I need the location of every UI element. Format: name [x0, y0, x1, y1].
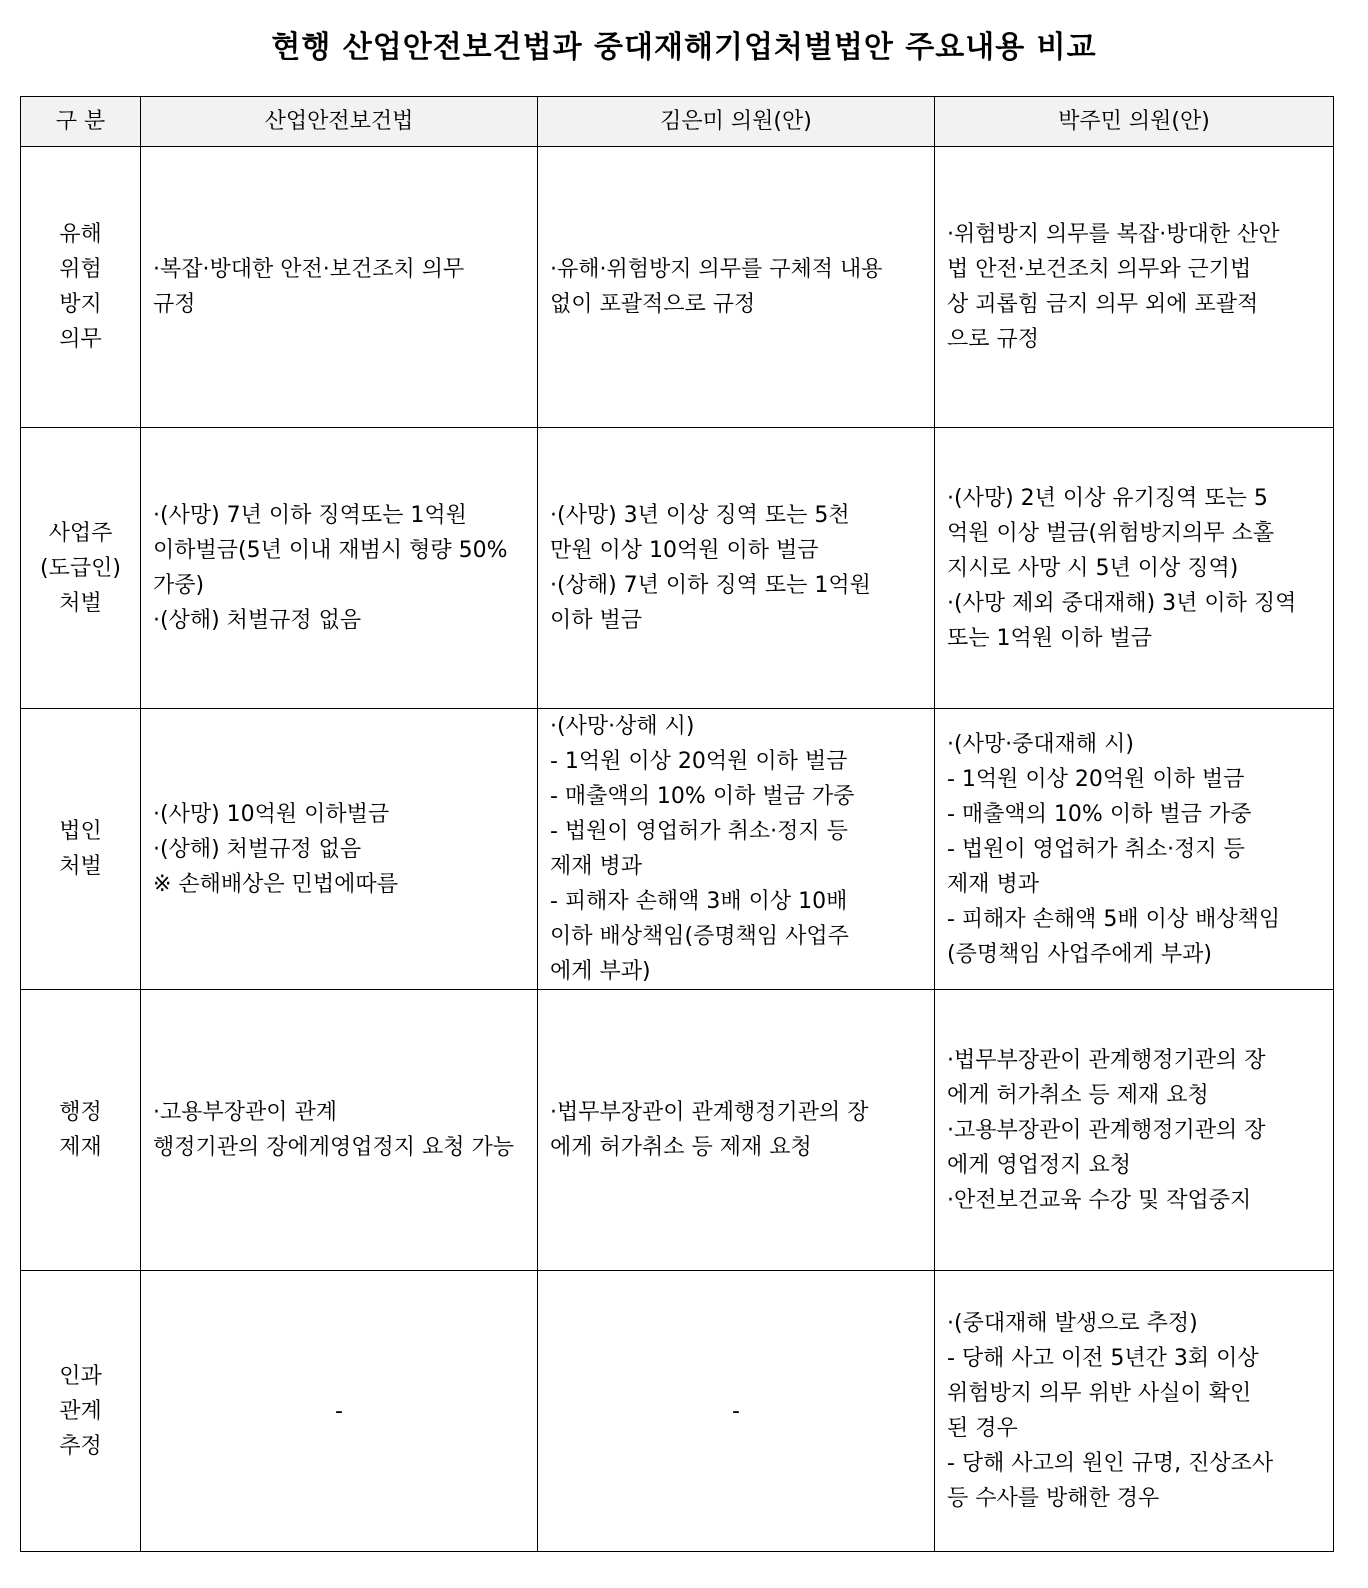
current-law-cell — [141, 990, 538, 1271]
row-label — [21, 990, 141, 1271]
cell-text-line: 제재 병과 — [947, 871, 1040, 897]
cell-text-line: 에게 허가취소 등 제재 요청 — [550, 1135, 812, 1160]
cell-text-line: ※ 손해배상은 민법에따름 — [153, 871, 398, 897]
row-label — [21, 428, 141, 709]
cell-text-line: ·(사망) 10억원 이하벌금 — [153, 801, 390, 827]
cell-text-line: 에게 허가취소 등 제재 요청 — [947, 1082, 1209, 1108]
cell-text-line: 이하벌금(5년 이내 재범시 형량 50% — [153, 538, 508, 563]
row-label-line: 처벌 — [59, 854, 102, 879]
cell-text-line: ·(사망) 7년 이하 징역또는 1억원 — [153, 503, 467, 528]
cell-text-line: ·(중대재해 발생으로 추정) — [947, 1311, 1198, 1336]
cell-text-line: (증명책임 사업주에게 부과) — [947, 941, 1212, 967]
park-bill-cell — [935, 709, 1334, 990]
header-category: 구 분 — [21, 97, 141, 147]
current-law-cell — [141, 428, 538, 709]
cell-text-line: - 매출액의 10% 이하 벌금 가중 — [947, 801, 1252, 827]
cell-text-line: ·(사망) 3년 이상 징역 또는 5천 — [550, 503, 850, 528]
cell-text-line: - 1억원 이상 20억원 이하 벌금 — [947, 766, 1245, 792]
park-bill-cell — [935, 147, 1334, 428]
header-current-law: 산업안전보건법 — [141, 97, 538, 147]
row-label-line: 의무 — [59, 327, 102, 352]
table-row-hazard-prevention-duty — [21, 147, 1334, 428]
row-label-line: (도급인) — [40, 555, 121, 581]
current-law-cell — [141, 709, 538, 990]
kim-bill-cell — [538, 428, 935, 709]
table-body — [21, 147, 1334, 1552]
cell-text-line: 없이 포괄적으로 규정 — [550, 292, 756, 317]
row-label-line: 제재 — [59, 1135, 102, 1160]
table-row-administrative-sanction — [21, 990, 1334, 1271]
cell-text-line: 제재 병과 — [550, 854, 643, 879]
kim-bill-cell — [538, 147, 935, 428]
header-kim-bill: 김은미 의원(안) — [538, 97, 935, 147]
cell-text-line: ·(사망·중대재해 시) — [947, 731, 1134, 757]
row-label — [21, 147, 141, 428]
cell-text-line: ·유해·위험방지 의무를 구체적 내용 — [550, 257, 883, 282]
cell-text-line: ·(사망 제외 중대재해) 3년 이하 징역 — [947, 590, 1297, 616]
cell-text-line: 된 경우 — [947, 1416, 1018, 1441]
cell-text-line: 에게 부과) — [550, 959, 651, 984]
row-label-line: 행정 — [59, 1100, 102, 1125]
row-label — [21, 1271, 141, 1552]
cell-text-line: 또는 1억원 이하 벌금 — [947, 625, 1152, 651]
cell-text-line: 가중) — [153, 573, 205, 598]
cell-text-line: 만원 이상 10억원 이하 벌금 — [550, 538, 819, 563]
row-label-line: 처벌 — [59, 590, 102, 616]
cell-text-line: - 당해 사고 이전 5년간 3회 이상 — [947, 1346, 1259, 1371]
cell-text-line: - 피해자 손해액 5배 이상 배상책임 — [947, 906, 1281, 932]
cell-text-line: 행정기관의 장에게영업정지 요청 가능 — [153, 1135, 515, 1160]
cell-text-line: 규정 — [153, 292, 196, 317]
row-label-line: 법인 — [59, 819, 102, 844]
cell-text-line: ·(사망·상해 시) — [550, 714, 695, 739]
park-bill-cell — [935, 990, 1334, 1271]
row-label — [21, 709, 141, 990]
row-label-line: 위험 — [59, 257, 102, 282]
cell-text-line: ·(상해) 처벌규정 없음 — [153, 608, 362, 633]
cell-text-line: ·법무부장관이 관계행정기관의 장 — [947, 1047, 1266, 1073]
cell-text-line: 에게 영업정지 요청 — [947, 1152, 1132, 1178]
cell-text-line: - 법원이 영업허가 취소·정지 등 — [550, 819, 848, 844]
kim-bill-cell — [538, 709, 935, 990]
table-row-causation-presumption — [21, 1271, 1334, 1552]
cell-text-line: - — [335, 1398, 343, 1424]
cell-text-line: - 피해자 손해액 3배 이상 10배 — [550, 889, 848, 914]
cell-text-line: 등 수사를 방해한 경우 — [947, 1486, 1160, 1511]
row-label-line: 인과 — [59, 1363, 102, 1389]
table-row-corporate-punishment — [21, 709, 1334, 990]
cell-text-line: 이하 배상책임(증명책임 사업주 — [550, 924, 849, 949]
cell-text-line: ·법무부장관이 관계행정기관의 장 — [550, 1100, 869, 1125]
cell-text-line: 이하 벌금 — [550, 608, 643, 633]
cell-text-line: ·위험방지 의무를 복잡·방대한 산안 — [947, 222, 1280, 247]
cell-text-line: - 매출액의 10% 이하 벌금 가중 — [550, 784, 855, 809]
cell-text-line: 상 괴롭힘 금지 의무 외에 포괄적 — [947, 292, 1259, 317]
row-label-line: 사업주 — [48, 520, 113, 546]
cell-text-line: ·복잡·방대한 안전·보건조치 의무 — [153, 257, 465, 282]
cell-text-line: ·(상해) 7년 이하 징역 또는 1억원 — [550, 573, 871, 598]
cell-text-line: 억원 이상 벌금(위험방지의무 소홀 — [947, 520, 1275, 546]
kim-bill-cell — [538, 990, 935, 1271]
table-header-row — [21, 97, 1334, 147]
cell-text-line: 위험방지 의무 위반 사실이 확인 — [947, 1381, 1252, 1406]
row-label-line: 관계 — [59, 1398, 102, 1424]
table-row-employer-punishment — [21, 428, 1334, 709]
cell-text-line: ·안전보건교육 수강 및 작업중지 — [947, 1187, 1252, 1213]
row-label-line: 유해 — [59, 222, 102, 247]
cell-text-line: ·(사망) 2년 이상 유기징역 또는 5 — [947, 485, 1268, 511]
comparison-table — [20, 96, 1334, 1552]
current-law-cell — [141, 147, 538, 428]
park-bill-cell — [935, 428, 1334, 709]
cell-text-line: 법 안전·보건조치 의무와 근기법 — [947, 257, 1252, 282]
row-label-line: 추정 — [59, 1433, 102, 1459]
page-title: 현행 산업안전보건법과 중대재해기업처벌법안 주요내용 비교 — [271, 30, 1097, 65]
cell-text-line: ·고용부장관이 관계 — [153, 1100, 338, 1125]
cell-text-line: ·고용부장관이 관계행정기관의 장 — [947, 1117, 1266, 1143]
cell-text-line: 으로 규정 — [947, 327, 1040, 352]
kim-bill-cell — [538, 1271, 935, 1552]
current-law-cell — [141, 1271, 538, 1552]
cell-text-line: - — [732, 1398, 740, 1424]
cell-text-line: - 법원이 영업허가 취소·정지 등 — [947, 836, 1245, 862]
cell-text-line: ·(상해) 처벌규정 없음 — [153, 836, 362, 862]
cell-text-line: - 당해 사고의 원인 규명, 진상조사 — [947, 1451, 1274, 1476]
cell-text-line: - 1억원 이상 20억원 이하 벌금 — [550, 749, 848, 774]
cell-text-line: 지시로 사망 시 5년 이상 징역) — [947, 555, 1239, 581]
park-bill-cell — [935, 1271, 1334, 1552]
row-label-line: 방지 — [59, 292, 102, 317]
header-park-bill: 박주민 의원(안) — [935, 97, 1334, 147]
